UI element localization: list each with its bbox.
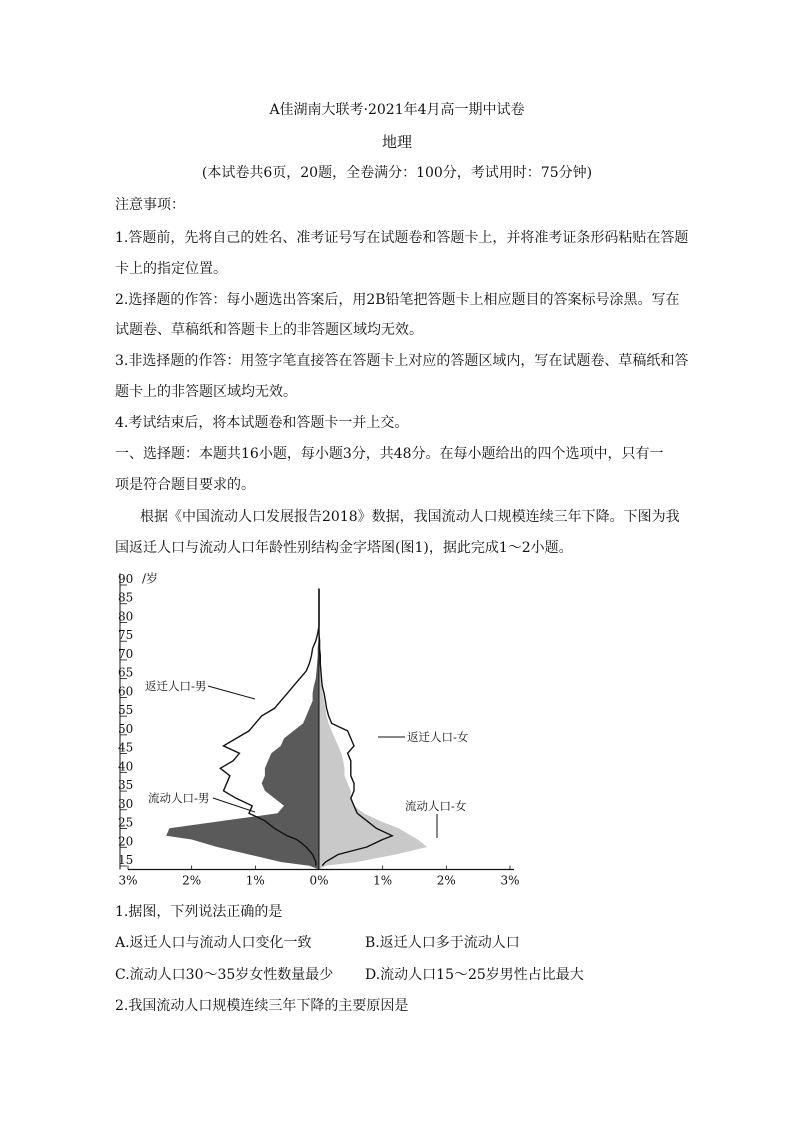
y-tick-label: 40: [118, 759, 134, 774]
subject-title: 地理: [381, 133, 412, 151]
notice-line: 卡上的指定位置。: [115, 261, 227, 277]
y-tick-label: 30: [118, 796, 134, 811]
y-tick-label: 75: [118, 628, 134, 643]
series-area-flow-male: [166, 589, 319, 870]
x-tick-label: 2%: [182, 873, 202, 888]
notice-line: 4.考试结束后，将本试题卷和答题卡一并上交。: [115, 415, 409, 431]
y-tick-label: 20: [118, 834, 134, 849]
series-label-leader: [213, 798, 255, 812]
y-tick-label: 45: [118, 740, 134, 755]
y-tick-label: 25: [118, 815, 134, 830]
series-label: 流动人口-女: [405, 799, 467, 813]
notice-line: 试题卷、草稿纸和答题卡上的非答题区域均无效。: [115, 322, 423, 338]
y-tick-label: 50: [118, 721, 134, 736]
y-tick-label: 90: [118, 572, 134, 586]
notice-line: 2.选择题的作答：每小题选出答案后，用2B铅笔把答题卡上相应题目的答案标号涂黑。写在: [115, 292, 680, 308]
y-axis-label: /岁: [142, 571, 159, 586]
option-a: A.返迁人口与流动人口变化一致: [115, 935, 312, 951]
option-c: C.流动人口30～35岁女性数量最少: [115, 967, 334, 983]
notice-line: 1.答题前，先将自己的姓名、准考证号写在试题卷和答题卡上，并将准考证条形码粘贴在答题: [115, 230, 689, 246]
y-tick-label: 60: [118, 684, 134, 699]
y-tick-label: 70: [118, 646, 134, 661]
exam-title: A佳湖南大联考·2021年4月高一期中试卷: [269, 102, 525, 118]
notice-line: 题卡上的非答题区域均无效。: [115, 384, 297, 400]
y-tick-label: 15: [118, 853, 134, 867]
series-label-leader: [208, 686, 255, 699]
x-tick-label: 3%: [500, 873, 520, 888]
series-area-flow-female: [319, 589, 427, 870]
x-tick-label: 1%: [373, 873, 393, 888]
exam-info: (本试卷共6页，20题，全卷满分：100分，考试用时：75分钟): [201, 165, 593, 181]
x-tick-label: 0%: [309, 873, 329, 888]
notice-heading: 注意事项：: [115, 197, 185, 213]
section-heading: 一、选择题：本题共16小题，每小题3分，共48分。在每小题给出的四个选项中，只有一: [115, 446, 664, 462]
x-tick-label: 2%: [436, 873, 456, 888]
question-1-stem: 1.据图，下列说法正确的是: [115, 904, 283, 920]
section-heading-cont: 项是符合题目要求的。: [115, 477, 255, 493]
x-tick-label: 3%: [118, 873, 138, 888]
intro-paragraph: 根据《中国流动人口发展报告2018》数据，我国流动人口规模连续三年下降。下图为我: [140, 509, 680, 525]
option-d: D.流动人口15～25岁男性占比最大: [365, 967, 584, 983]
notice-line: 3.非选择题的作答：用签字笔直接答在答题卡上对应的答题区域内，写在试题卷、草稿纸和答: [115, 353, 689, 369]
y-tick-label: 80: [118, 609, 134, 624]
x-tick-label: 1%: [245, 873, 265, 888]
series-label: 流动人口-男: [148, 791, 210, 805]
y-tick-label: 35: [118, 778, 134, 793]
question-2-stem: 2.我国流动人口规模连续三年下降的主要原因是: [115, 998, 409, 1014]
y-tick-label: 65: [118, 665, 134, 680]
y-tick-label: 85: [118, 590, 134, 605]
option-b: B.返迁人口多于流动人口: [365, 935, 520, 951]
series-label: 返迁人口-男: [145, 679, 207, 693]
y-tick-label: 55: [118, 703, 134, 718]
intro-paragraph-cont: 国返迁人口与流动人口年龄性别结构金字塔图(图1)，据此完成1～2小题。: [115, 540, 573, 556]
series-label: 返迁人口-女: [407, 730, 469, 744]
